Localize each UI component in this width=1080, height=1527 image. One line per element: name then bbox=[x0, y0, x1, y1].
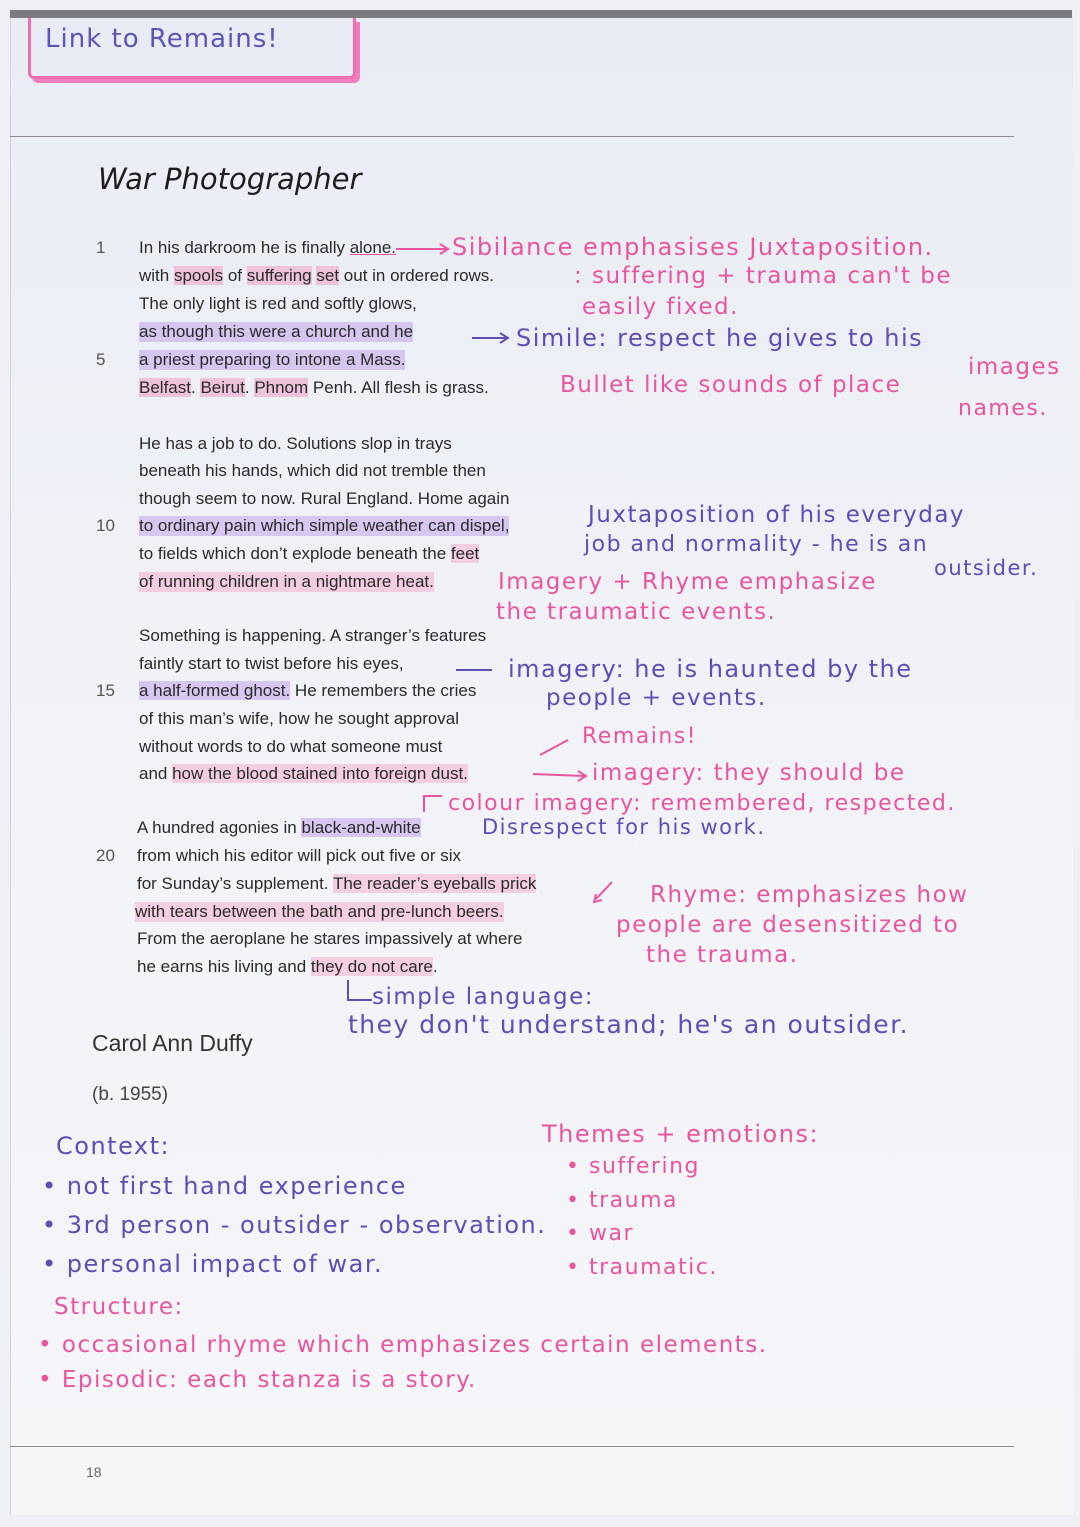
structure-heading: Structure: bbox=[54, 1294, 184, 1320]
annotation-outsider: outsider. bbox=[934, 556, 1039, 580]
bottom-divider bbox=[10, 1446, 1014, 1447]
annotation-names: names. bbox=[958, 396, 1048, 421]
line-number: 20 bbox=[96, 846, 115, 865]
annotation-images: images bbox=[968, 354, 1061, 380]
context-heading: Context: bbox=[56, 1132, 171, 1160]
poem-line: From the aeroplane he stares impassively at where bbox=[137, 929, 523, 948]
annotation-easily-fixed: easily fixed. bbox=[582, 294, 739, 320]
themes-item: • suffering bbox=[566, 1154, 700, 1179]
structure-item: • Episodic: each stanza is a story. bbox=[38, 1367, 477, 1393]
annotation-disrespect: Disrespect for his work. bbox=[482, 815, 766, 839]
poem-author: Carol Ann Duffy bbox=[92, 1030, 253, 1056]
page-number: 18 bbox=[86, 1464, 102, 1480]
annotation-rhyme-emphasizes: Rhyme: emphasizes how bbox=[650, 882, 969, 908]
poem-line: to fields which don’t explode beneath the feet bbox=[139, 544, 480, 563]
themes-heading: Themes + emotions: bbox=[542, 1120, 820, 1148]
context-item: • personal impact of war. bbox=[42, 1250, 384, 1278]
poem-line: as though this were a church and he bbox=[139, 322, 414, 341]
poem-line: a half-formed ghost. He remembers the cries bbox=[139, 681, 477, 700]
poem-line: A hundred agonies in black-and-white bbox=[137, 818, 421, 837]
poem-line: though seem to now. Rural England. Home again bbox=[139, 489, 510, 508]
annotation-simple-language: simple language: bbox=[372, 984, 595, 1010]
poem-line: without words to do what someone must bbox=[139, 737, 443, 756]
structure-item: • occasional rhyme which emphasizes certain elements. bbox=[38, 1332, 768, 1358]
arrow-icon bbox=[533, 774, 584, 776]
header-tag-text: Link to Remains! bbox=[45, 24, 279, 54]
annotation-simile: Simile: respect he gives to his bbox=[516, 324, 924, 352]
annotation-bullet-sounds: Bullet like sounds of place bbox=[560, 372, 902, 398]
poem-line: of this man’s wife, how he sought approval bbox=[139, 709, 460, 728]
line-number: 1 bbox=[96, 238, 106, 257]
poem-line: He has a job to do. Solutions slop in trays bbox=[139, 434, 452, 453]
annotation-traumatic-events: the traumatic events. bbox=[496, 599, 777, 625]
annotation-juxtaposition: Juxtaposition of his everyday bbox=[588, 502, 966, 528]
arrow-icon bbox=[540, 740, 568, 755]
annotation-job-normality: job and normality - he is an bbox=[584, 532, 929, 557]
annotation-remains: Remains! bbox=[582, 724, 698, 749]
arrow-icon bbox=[348, 980, 372, 1000]
poem-line: with spools of suffering set out in ordered rows. bbox=[139, 266, 495, 285]
themes-item: • trauma bbox=[566, 1188, 678, 1213]
context-item: • 3rd person - outsider - observation. bbox=[42, 1211, 547, 1239]
poem-line: In his darkroom he is finally alone. bbox=[139, 238, 397, 257]
themes-item: • traumatic. bbox=[566, 1255, 718, 1280]
line-number: 5 bbox=[96, 350, 106, 369]
annotation-suffering: : suffering + trauma can't be bbox=[574, 263, 953, 289]
poem-line: from which his editor will pick out five or six bbox=[137, 846, 462, 865]
annotation-desensitized: people are desensitized to bbox=[616, 912, 960, 938]
line-number: 10 bbox=[96, 516, 115, 535]
annotation-imagery-rhyme: Imagery + Rhyme emphasize bbox=[498, 569, 877, 595]
author-years: (b. 1955) bbox=[92, 1084, 169, 1105]
annotation-they-should-be: imagery: they should be bbox=[592, 760, 906, 786]
annotation-colour-imagery: colour imagery: remembered, respected. bbox=[448, 791, 956, 816]
poem-line: of running children in a nightmare heat. bbox=[139, 572, 434, 591]
poem-line: for Sunday’s supplement. The reader’s eyeballs prick bbox=[137, 874, 537, 893]
arrow-icon bbox=[596, 882, 612, 899]
themes-item: • war bbox=[566, 1221, 635, 1246]
poem-line: and how the blood stained into foreign dust. bbox=[139, 764, 468, 783]
poem-line: beneath his hands, which did not tremble then bbox=[139, 461, 486, 480]
poem-line: faintly start to twist before his eyes, bbox=[139, 654, 404, 673]
poem-title: War Photographer bbox=[98, 162, 362, 196]
context-item: • not first hand experience bbox=[42, 1172, 407, 1200]
line-number: 15 bbox=[96, 681, 115, 700]
annotation-haunted: imagery: he is haunted by the bbox=[508, 655, 913, 683]
poem-line: with tears between the bath and pre-lunch beers. bbox=[135, 902, 504, 921]
poem-line: to ordinary pain which simple weather can dispel, bbox=[139, 516, 510, 535]
poem-line: The only light is red and softly glows, bbox=[139, 294, 417, 313]
poem-line: a priest preparing to intone a Mass. bbox=[139, 350, 406, 369]
arrow-icon bbox=[424, 796, 442, 812]
poem-line: Something is happening. A stranger’s features bbox=[139, 626, 487, 645]
annotation-the-trauma: the trauma. bbox=[646, 942, 799, 968]
poem-line: he earns his living and they do not care. bbox=[137, 957, 438, 976]
annotation-sibilance: Sibilance emphasises Juxtaposition. bbox=[452, 233, 934, 261]
annotation-dont-understand: they don't understand; he's an outsider. bbox=[348, 1010, 910, 1039]
poem-line: Belfast. Beirut. Phnom Penh. All flesh is grass. bbox=[139, 378, 489, 397]
annotation-people-events: people + events. bbox=[546, 685, 767, 711]
